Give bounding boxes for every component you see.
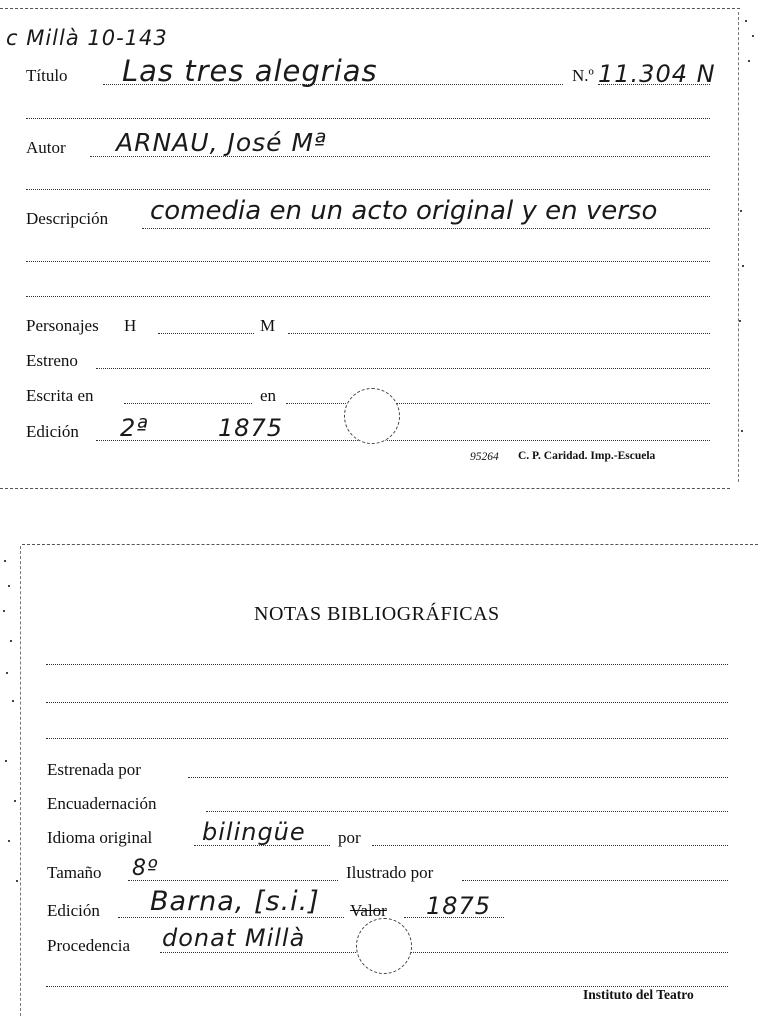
personajes-label: Personajes	[26, 316, 99, 335]
ilustrado-label: Ilustrado por	[346, 863, 434, 882]
idioma-value: bilingüe	[202, 818, 306, 846]
imprint-number: 95264	[470, 451, 499, 463]
blank-line	[26, 296, 710, 297]
valor-label: Valor	[350, 901, 387, 920]
titulo-label: Título	[26, 66, 68, 85]
tamano-label: Tamaño	[47, 863, 102, 882]
edicion-line	[96, 440, 710, 441]
encuadernacion-label: Encuadernación	[47, 794, 157, 813]
estrenada-line	[188, 777, 728, 778]
encuadernacion-line	[206, 811, 728, 812]
blank-line	[46, 664, 728, 665]
descripcion-line	[142, 228, 710, 229]
valor-value: 1875	[426, 892, 492, 920]
escrita-line	[124, 403, 252, 404]
bottom-card-top-edge	[22, 544, 758, 545]
punch-hole	[344, 388, 400, 444]
bibliographic-notes-heading: NOTAS BIBLIOGRÁFICAS	[254, 603, 500, 625]
blank-line	[26, 261, 710, 262]
corner-note: c Millà 10-143	[6, 26, 168, 50]
blank-line	[46, 738, 728, 739]
idioma-label: Idioma original	[47, 828, 153, 847]
edicion-value: Barna, [s.i.]	[150, 886, 320, 917]
escrita-en-label: en	[260, 386, 277, 405]
institution-footer: Instituto del Teatro	[583, 987, 694, 1002]
blank-line	[26, 118, 710, 119]
top-card-top-edge	[0, 8, 740, 9]
blank-line	[26, 189, 710, 190]
imprint: C. P. Caridad. Imp.-Escuela	[518, 450, 656, 462]
estreno-label: Estreno	[26, 351, 78, 370]
blank-line	[46, 702, 728, 703]
idioma-por-line	[372, 845, 728, 846]
personajes-h-line	[158, 333, 254, 334]
numero-value: 11.304 N	[598, 60, 716, 88]
tamano-line	[128, 880, 338, 881]
top-card-right-edge	[738, 12, 739, 482]
edicion-line	[118, 917, 344, 918]
edicion-label: Edición	[26, 422, 79, 441]
estrenada-label: Estrenada por	[47, 760, 141, 779]
tamano-value: 8º	[132, 856, 159, 881]
ilustrado-line	[462, 880, 728, 881]
autor-value: ARNAU, José Mª	[116, 128, 327, 157]
edicion-year: 1875	[218, 414, 284, 442]
personajes-h-label: H	[124, 316, 137, 335]
personajes-m-label: M	[260, 316, 276, 335]
escrita-label: Escrita en	[26, 386, 94, 405]
procedencia-label: Procedencia	[47, 936, 131, 955]
autor-label: Autor	[26, 138, 66, 157]
punch-hole	[356, 918, 412, 974]
titulo-value: Las tres alegrias	[122, 54, 378, 88]
estreno-line	[96, 368, 710, 369]
personajes-m-line	[288, 333, 710, 334]
edicion-value: 2ª	[120, 414, 149, 442]
descripcion-value: comedia en un acto original y en verso	[150, 196, 658, 226]
edicion-label: Edición	[47, 901, 100, 920]
idioma-por-label: por	[338, 828, 361, 847]
bottom-card-left-edge	[20, 546, 21, 1016]
procedencia-line	[160, 952, 728, 953]
descripcion-label: Descripción	[26, 209, 109, 228]
numero-label: N.º	[572, 66, 594, 85]
top-card-bottom-edge	[0, 488, 730, 489]
procedencia-value: donat Millà	[162, 924, 306, 952]
